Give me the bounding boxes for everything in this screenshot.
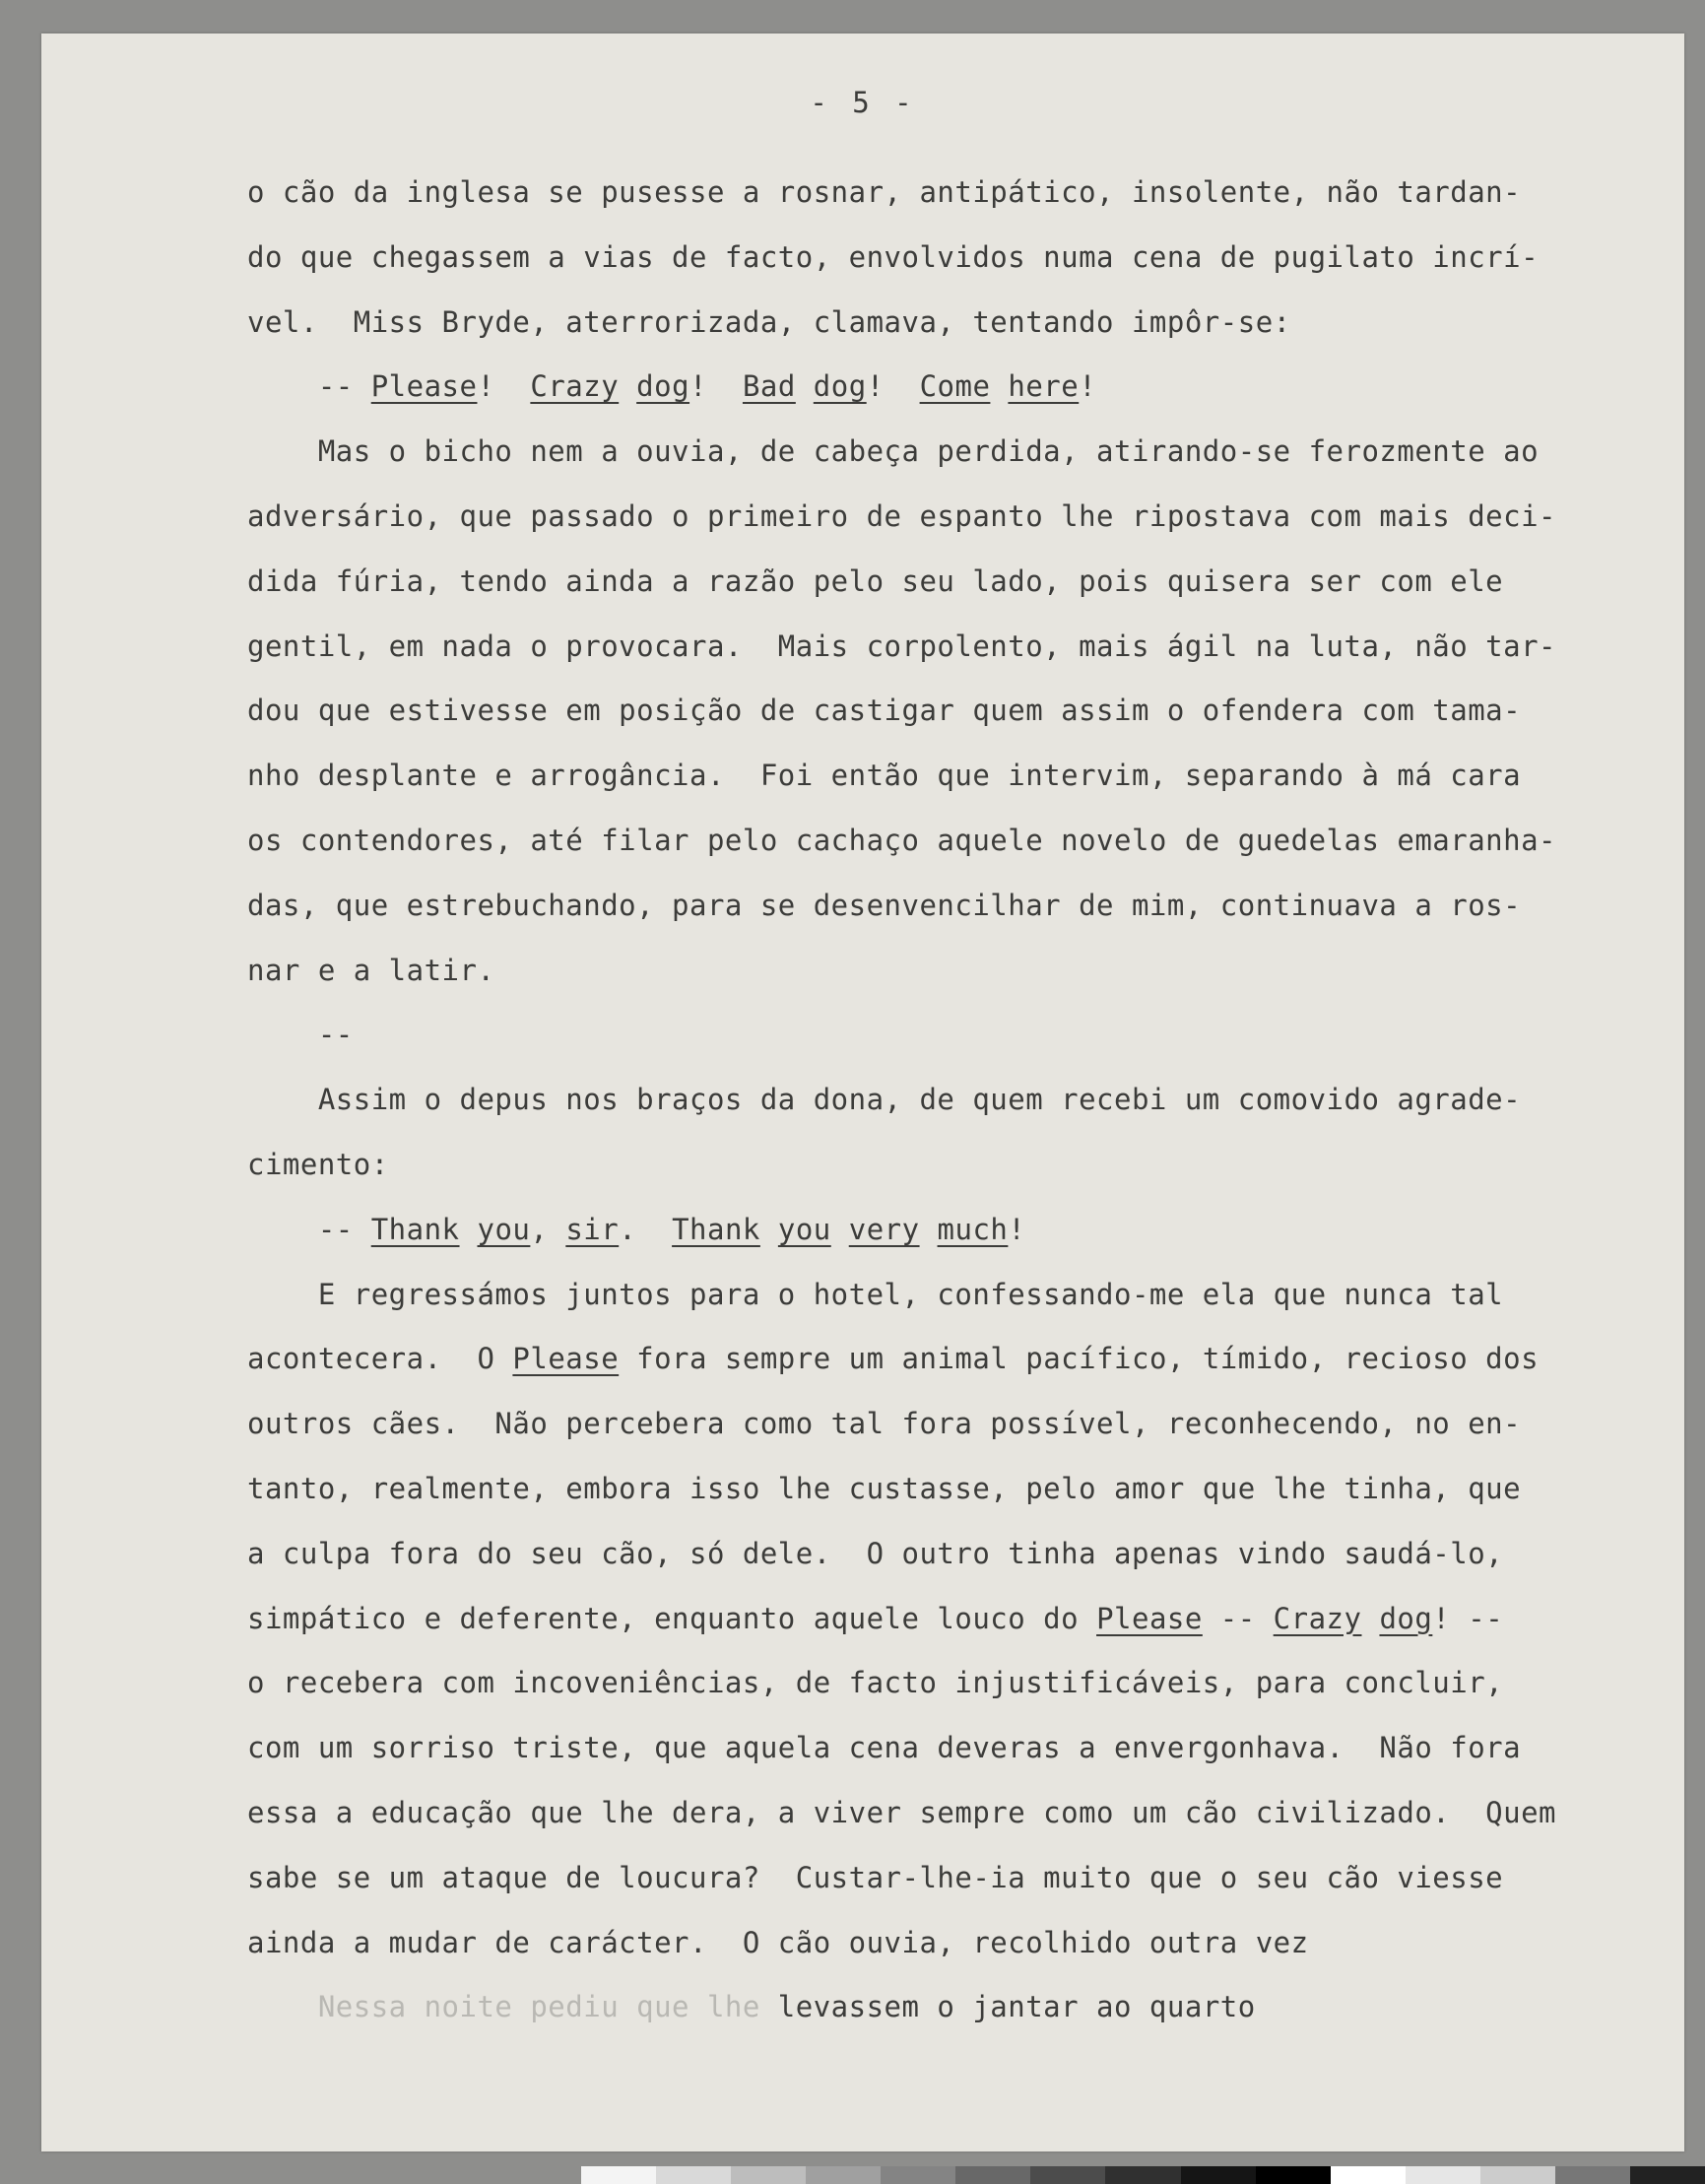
text-line — [247, 1911, 1685, 1976]
text-segment — [1361, 1602, 1379, 1635]
text-line — [247, 679, 1685, 744]
underlined-word: Please — [370, 369, 478, 404]
text-line — [247, 1133, 1685, 1198]
text-segment: E regressámos juntos para o hotel, confessando-me ela que nunca tal — [247, 1277, 1504, 1311]
text-line — [247, 1781, 1685, 1846]
text-segment: cimento: — [247, 1147, 389, 1181]
underlined-word: dog — [636, 369, 690, 404]
text-segment: do que chegassem a vias de facto, envolvidos numa cena de pugilato incrí- — [247, 239, 1540, 274]
text-segment: outros cães. Não percebera como tal fora possível, reconhecendo, no en- — [247, 1407, 1522, 1441]
page-number: - 5 - — [810, 86, 916, 119]
text-segment: , — [530, 1212, 566, 1246]
text-segment: vel. Miss Bryde, aterrorizada, clamava, tentando impôr-se: — [247, 304, 1291, 339]
text-segment — [796, 369, 814, 403]
text-segment: sabe se um ataque de loucura? Custar-lhe-ia muito que o seu cão viesse — [247, 1860, 1504, 1894]
typed-page — [41, 33, 1684, 2151]
text-segment: os contendores, até filar pelo cachaço aquele novelo de guedelas emaranha- — [247, 823, 1557, 857]
color-swatch — [1030, 2166, 1105, 2184]
underlined-word: you — [777, 1212, 831, 1246]
text-line — [247, 744, 1685, 809]
text-line — [247, 1522, 1685, 1587]
text-segment: simpático e deferente, enquanto aquele louco do — [247, 1601, 1097, 1635]
text-segment: -- — [247, 1018, 354, 1052]
text-line — [247, 1846, 1685, 1911]
text-line — [247, 1003, 1685, 1068]
color-swatch — [1630, 2166, 1705, 2184]
text-segment — [619, 369, 636, 403]
color-swatch — [881, 2166, 955, 2184]
color-swatch — [656, 2166, 731, 2184]
text-segment: o recebera com incoveniências, de facto injustificáveis, para concluir, — [247, 1666, 1504, 1700]
text-segment — [760, 1213, 778, 1246]
color-swatch — [1406, 2166, 1480, 2184]
text-segment: ! — [866, 369, 920, 404]
underlined-word: here — [1008, 369, 1080, 404]
text-line — [247, 1327, 1685, 1392]
text-line — [247, 1651, 1685, 1716]
underlined-word: Thank — [370, 1212, 460, 1246]
underlined-word: dog — [813, 369, 867, 404]
text-segment: tanto, realmente, embora isso lhe custasse, pelo amor que lhe tinha, que — [247, 1471, 1522, 1505]
underlined-word: sir — [565, 1212, 620, 1246]
text-segment: ! — [689, 369, 743, 404]
text-line — [247, 550, 1685, 615]
text-segment: essa a educação que lhe dera, a viver sempre como um cão civilizado. Quem — [247, 1795, 1557, 1829]
text-segment: gentil, em nada o provocara. Mais corpolento, mais ágil na luta, não tar- — [247, 629, 1557, 663]
underlined-word: Come — [919, 369, 991, 404]
text-segment: nho desplante e arrogância. Foi então que intervim, separando à má cara — [247, 759, 1522, 793]
text-segment: fora sempre um animal pacífico, tímido, recioso dos — [619, 1342, 1540, 1376]
text-segment: acontecera. O — [247, 1342, 513, 1376]
text-line — [247, 1975, 1685, 2040]
text-line — [247, 874, 1685, 939]
underlined-word: Crazy — [530, 369, 620, 404]
text-segment: -- — [1202, 1601, 1274, 1635]
text-segment: ! — [1079, 369, 1097, 404]
text-line — [247, 939, 1685, 1004]
underlined-word: Please — [1096, 1601, 1203, 1635]
text-line — [247, 291, 1685, 356]
text-segment: levassem o jantar ao quarto — [759, 1990, 1256, 2024]
text-line — [247, 1587, 1685, 1652]
text-line — [247, 809, 1685, 874]
text-line — [247, 226, 1685, 291]
color-swatch — [1480, 2166, 1555, 2184]
color-swatch — [1555, 2166, 1630, 2184]
text-segment — [460, 1213, 478, 1246]
text-segment — [990, 369, 1008, 403]
text-segment: ! — [477, 369, 531, 404]
text-line — [247, 1457, 1685, 1522]
underlined-word: Thank — [672, 1212, 760, 1246]
text-segment: Mas o bicho nem a ouvia, de cabeça perdida, atirando-se ferozmente ao — [247, 434, 1540, 469]
color-swatch — [581, 2166, 656, 2184]
color-swatch — [731, 2166, 806, 2184]
text-segment: . — [619, 1212, 673, 1246]
text-segment — [831, 1213, 849, 1246]
text-line — [247, 420, 1685, 485]
text-segment: o cão da inglesa se pusesse a rosnar, antipático, insolente, não tardan- — [247, 175, 1522, 209]
text-segment: das, que estrebuchando, para se desenvencilhar de mim, continuava a ros- — [247, 888, 1522, 922]
text-segment: nar e a latir. — [247, 953, 495, 987]
text-segment: Nessa noite pediu que lhe — [247, 1990, 760, 2024]
underlined-word: dog — [1379, 1601, 1433, 1635]
text-line — [247, 1716, 1685, 1781]
text-segment: adversário, que passado o primeiro de espanto lhe ripostava com mais deci- — [247, 498, 1557, 533]
underlined-word: Please — [512, 1342, 620, 1376]
text-line — [247, 485, 1685, 550]
text-segment: dida fúria, tendo ainda a razão pelo seu lado, pois quisera ser com ele — [247, 563, 1504, 598]
underlined-word: much — [937, 1212, 1009, 1246]
text-line — [247, 1392, 1685, 1457]
color-swatch — [955, 2166, 1030, 2184]
text-segment — [920, 1213, 938, 1246]
text-segment: ! -- — [1432, 1601, 1504, 1635]
color-swatch — [1331, 2166, 1406, 2184]
text-line — [247, 355, 1685, 420]
text-segment: a culpa fora do seu cão, só dele. O outro tinha apenas vindo saudá-lo, — [247, 1536, 1504, 1570]
text-line — [247, 161, 1685, 226]
text-segment: dou que estivesse em posição de castigar quem assim o ofendera com tama- — [247, 694, 1522, 728]
typed-body-text — [247, 161, 1685, 2040]
underlined-word: very — [848, 1212, 920, 1246]
text-line — [247, 615, 1685, 680]
underlined-word: you — [477, 1212, 531, 1246]
text-line — [247, 1263, 1685, 1328]
color-swatch — [1105, 2166, 1180, 2184]
text-segment: com um sorriso triste, que aquela cena deveras a envergonhava. Não fora — [247, 1731, 1522, 1765]
underlined-word: Crazy — [1273, 1601, 1362, 1635]
text-segment: Assim o depus nos braços da dona, de quem recebi um comovido agrade- — [247, 1083, 1522, 1117]
color-swatch — [1256, 2166, 1331, 2184]
text-line — [247, 1068, 1685, 1133]
text-segment: -- — [247, 1212, 371, 1246]
color-swatch — [1181, 2166, 1256, 2184]
text-segment: ainda a mudar de carácter. O cão ouvia, recolhido outra vez — [247, 1925, 1309, 1959]
color-swatch — [806, 2166, 881, 2184]
color-calibration-bar — [581, 2166, 1705, 2184]
text-line — [247, 1198, 1685, 1263]
text-segment: ! — [1008, 1212, 1026, 1246]
text-segment: -- — [247, 369, 371, 404]
underlined-word: Bad — [742, 369, 796, 404]
